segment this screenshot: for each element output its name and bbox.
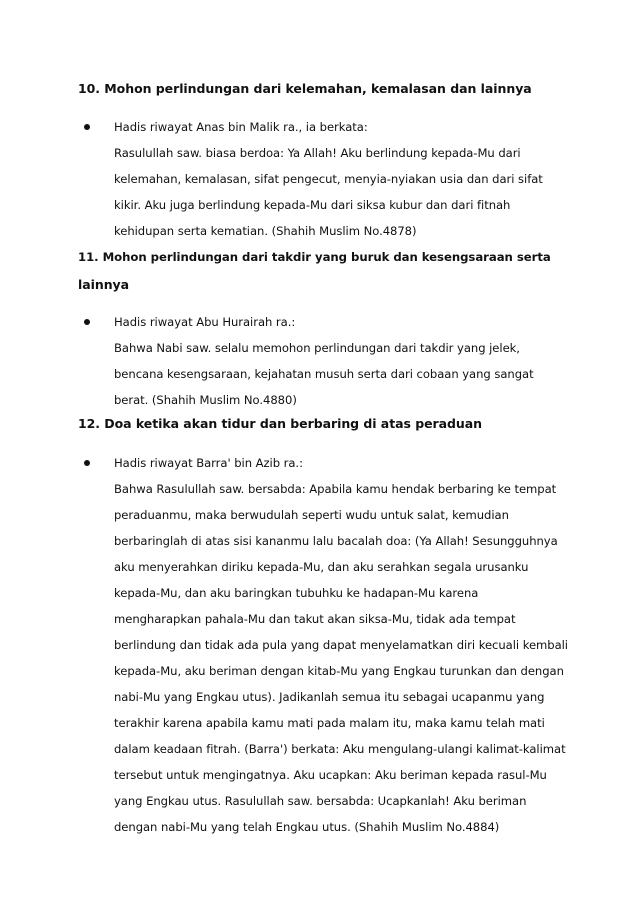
text-line: Hadis riwayat Abu Hurairah ra.: (114, 315, 296, 329)
heading-line: 10. Mohon perlindungan dari kelemahan, kemalasan dan lainnya (78, 81, 532, 96)
text-line: peraduanmu, maka berwudulah seperti wudu untuk salat, kemudian (114, 508, 509, 522)
section-heading-12 (78, 411, 558, 436)
bullet-icon (84, 460, 90, 466)
text-line: kikir. Aku juga berlindung kepada-Mu dari siksa kubur dan dari fitnah (114, 198, 511, 212)
bullet-icon (84, 319, 90, 325)
text-line: terakhir karena apabila kamu mati pada malam itu, maka kamu telah mati (114, 716, 545, 730)
text-line: Hadis riwayat Anas bin Malik ra., ia berkata: (114, 120, 368, 134)
text-line: kepada-Mu, dan aku baringkan tubuhku ke hadapan-Mu karena (114, 586, 479, 600)
heading-line: 12. Doa ketika akan tidur dan berbaring di atas peraduan (78, 416, 482, 431)
text-line: aku menyerahkan diriku kepada-Mu, dan aku serahkan segala urusanku (114, 560, 529, 574)
section-heading-10 (78, 76, 558, 101)
text-line: tersebut untuk mengingatnya. Aku ucapkan: Aku beriman kepada rasul-Mu (114, 768, 547, 782)
text-line: dalam keadaan fitrah. (Barra') berkata: Aku mengulang-ulangi kalimat-kalimat (114, 742, 566, 756)
text-line: mengharapkan pahala-Mu dan takut akan siksa-Mu, tidak ada tempat (114, 612, 516, 626)
text-line: bencana kesengsaraan, kejahatan musuh serta dari cobaan yang sangat (114, 367, 534, 381)
text-line: dengan nabi-Mu yang telah Engkau utus. (Shahih Muslim No.4884) (114, 820, 500, 834)
bullet-icon (84, 124, 90, 130)
text-line: Bahwa Nabi saw. selalu memohon perlindungan dari takdir yang jelek, (114, 341, 520, 355)
heading-line: lainnya (78, 277, 130, 292)
text-line: kepada-Mu, aku beriman dengan kitab-Mu yang Engkau turunkan dan dengan (114, 664, 564, 678)
text-line: kelemahan, kemalasan, sifat pengecut, menyia-nyiakan usia dan dari sifat (114, 172, 543, 186)
list-item-11 (114, 309, 574, 413)
text-line: Rasulullah saw. biasa berdoa: Ya Allah! Aku berlindung kepada-Mu dari (114, 146, 521, 160)
text-line: Bahwa Rasulullah saw. bersabda: Apabila kamu hendak berbaring ke tempat (114, 482, 557, 496)
list-item-12 (114, 450, 574, 840)
list-item-10 (114, 114, 574, 244)
text-line: kehidupan serta kematian. (Shahih Muslim No.4878) (114, 224, 417, 238)
text-line: nabi-Mu yang Engkau utus). Jadikanlah semua itu sebagai ucapanmu yang (114, 690, 545, 704)
section-heading-11 (78, 244, 558, 298)
text-line: berlindung dan tidak ada pula yang dapat menyelamatkan diri kecuali kembali (114, 638, 568, 652)
heading-line: 11. Mohon perlindungan dari takdir yang buruk dan kesengsaraan serta (78, 250, 551, 264)
text-line: yang Engkau utus. Rasulullah saw. bersabda: Ucapkanlah! Aku beriman (114, 794, 527, 808)
text-line: berat. (Shahih Muslim No.4880) (114, 393, 297, 407)
text-line: berbaringlah di atas sisi kananmu lalu bacalah doa: (Ya Allah! Sesungguhnya (114, 534, 558, 548)
text-line: Hadis riwayat Barra' bin Azib ra.: (114, 456, 303, 470)
